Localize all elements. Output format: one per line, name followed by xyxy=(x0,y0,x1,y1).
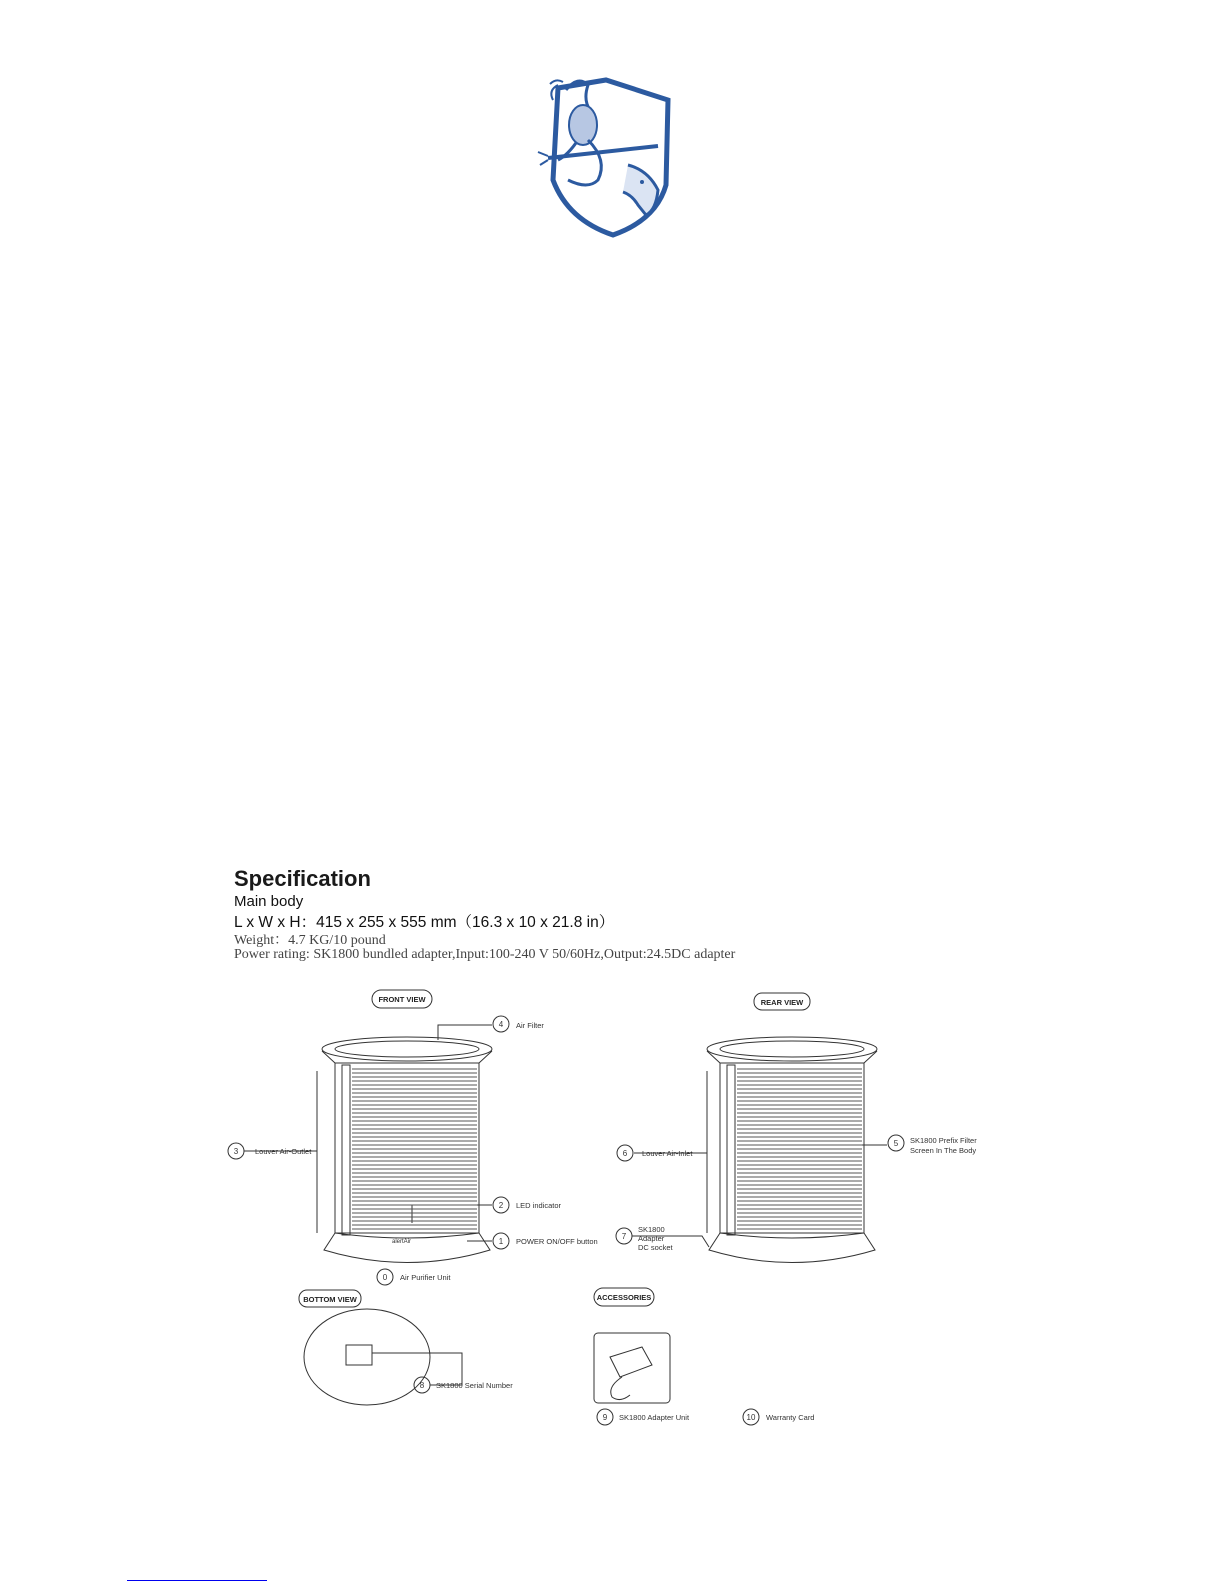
shield-logo-icon xyxy=(528,70,683,240)
callout-label: SK1800 Prefix Filter xyxy=(910,1136,977,1145)
rear-view-label: REAR VIEW xyxy=(760,998,804,1007)
power-rating-text: Power rating: SK1800 bundled adapter,Input:100-240 V 50/60Hz,Output:24.5DC adapter xyxy=(234,947,736,962)
callout-label: Air Purifier Unit xyxy=(400,1273,451,1282)
callout-label: LED indicator xyxy=(516,1201,562,1210)
callout-label: Louver Air-Outlet xyxy=(255,1147,312,1156)
callout-number: 4 xyxy=(498,1020,504,1029)
callout-number: 5 xyxy=(893,1139,899,1148)
callout-label: Warranty Card xyxy=(766,1413,815,1422)
callout-label: Adapter xyxy=(638,1234,665,1243)
accessories-label: ACCESSORIES xyxy=(596,1293,652,1302)
callout-number: 9 xyxy=(602,1413,608,1422)
callout-number: 2 xyxy=(498,1201,504,1210)
callout-number: 6 xyxy=(622,1149,628,1158)
callout-label: POWER ON/OFF button xyxy=(516,1237,598,1246)
callout-label: Screen In The Body xyxy=(910,1146,977,1155)
specification-heading: Specification xyxy=(234,866,371,891)
brand-mark: alertAir xyxy=(392,1239,412,1245)
dimensions-text: L x W x H：415 x 255 x 555 mm（16.3 x 10 x 21.8 in） xyxy=(234,914,615,931)
main-body-label: Main body xyxy=(234,893,304,910)
callout-number: 1 xyxy=(498,1237,504,1246)
callout-label: SK1800 Serial Number xyxy=(436,1381,513,1390)
callout-label: DC socket xyxy=(638,1243,673,1252)
callout-label: Louver Air-Inlet xyxy=(642,1149,693,1158)
callout-number: 3 xyxy=(233,1147,239,1156)
callout-number: 7 xyxy=(621,1232,627,1241)
callout-label: SK1800 xyxy=(638,1225,665,1234)
callout-number: 0 xyxy=(382,1273,388,1282)
weight-text: Weight：4.7 KG/10 pound xyxy=(234,933,386,948)
product-diagram xyxy=(222,985,992,1435)
callout-number: 10 xyxy=(746,1413,756,1422)
callout-label: Air Filter xyxy=(516,1021,544,1030)
footer-link-underline xyxy=(127,1580,267,1581)
callout-label: SK1800 Adapter Unit xyxy=(619,1413,690,1422)
callout-number: 8 xyxy=(419,1381,425,1390)
front-view-label: FRONT VIEW xyxy=(378,995,426,1004)
bottom-view-label: BOTTOM VIEW xyxy=(303,1295,357,1304)
